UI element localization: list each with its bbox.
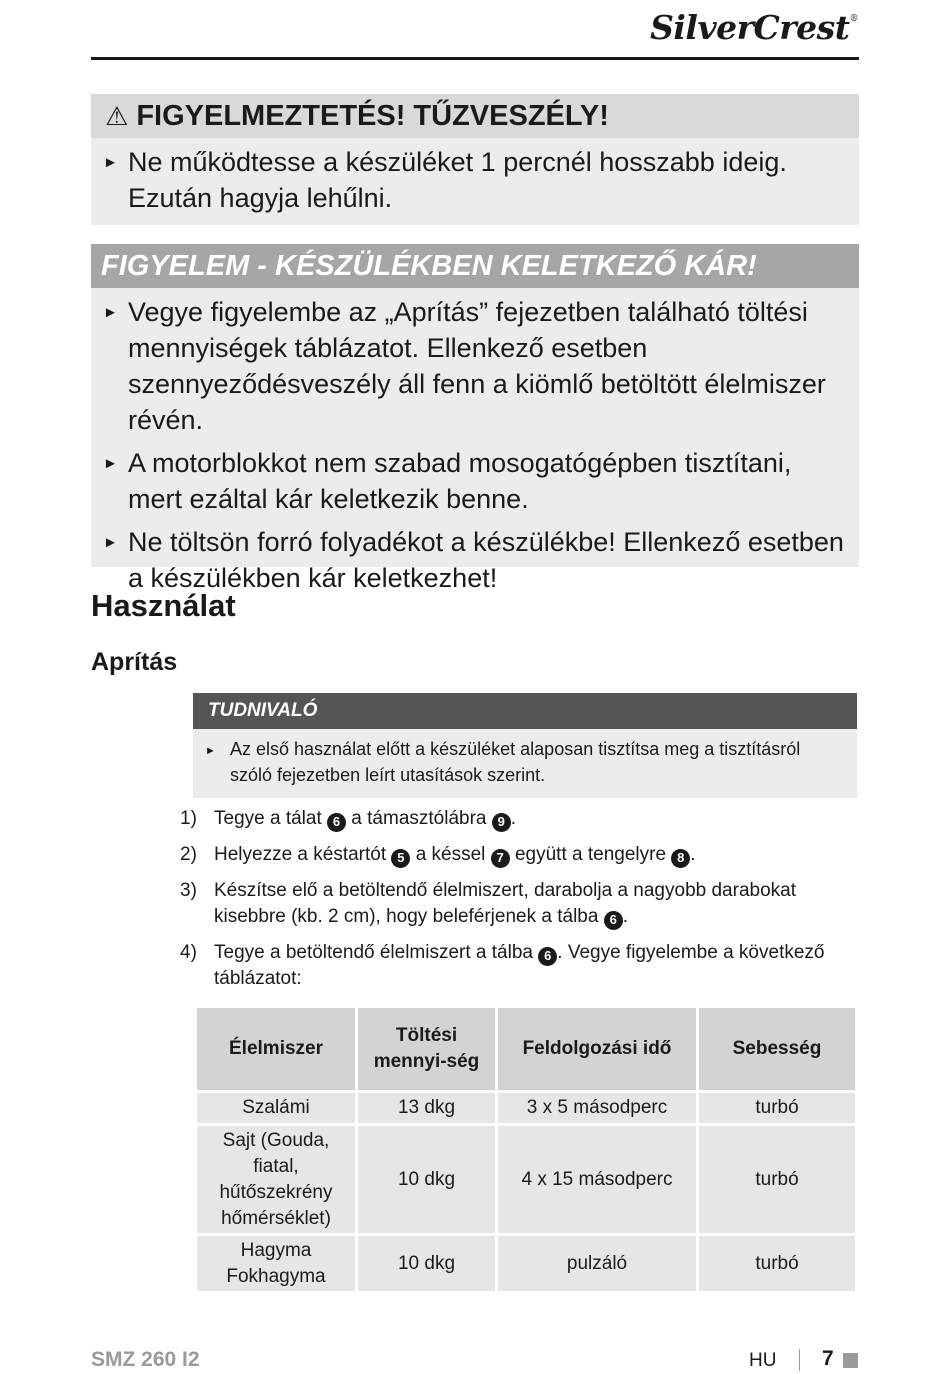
page-number: 7 xyxy=(822,1347,834,1370)
table-row xyxy=(196,1235,857,1293)
table-header-row xyxy=(196,1007,857,1092)
part-number-badge: 6 xyxy=(604,911,623,930)
table-cell: turbó xyxy=(698,1125,857,1235)
table-cell: Hagyma Fokhagyma xyxy=(196,1235,357,1293)
section-title: Használat xyxy=(91,588,236,623)
note-box xyxy=(193,693,857,798)
device-damage-title: FIGYELEM - KÉSZÜLÉKBEN KELETKEZŐ KÁR! xyxy=(91,244,859,288)
footer-divider xyxy=(799,1349,800,1371)
bullet-triangle-icon: ► xyxy=(205,745,216,757)
column-header: Feldolgozási idő xyxy=(497,1007,698,1092)
bullet-triangle-icon: ► xyxy=(103,154,118,171)
warning-triangle-icon: ⚠ xyxy=(105,100,129,131)
table-row xyxy=(196,1125,857,1235)
list-item: ► Az első használat előtt a készüléket alaposan tisztítsa meg a tisztításról szóló fejezetben leírt utasítások szerint. xyxy=(205,739,801,785)
list-item: ► Ne működtesse a készüléket 1 percnél hosszabb ideig. Ezután hagyja lehűlni. xyxy=(103,147,787,213)
table-cell: turbó xyxy=(698,1092,857,1125)
footer-language: HU xyxy=(749,1350,777,1371)
subsection-title: Aprítás xyxy=(91,648,178,676)
fire-warning-box xyxy=(91,94,859,225)
fire-warning-title: FIGYELMEZTETÉS! TŰZVESZÉLY! xyxy=(136,99,609,132)
table-cell: 13 dkg xyxy=(357,1092,497,1125)
part-number-badge: 6 xyxy=(538,947,557,966)
column-header: Töltési mennyi-ség xyxy=(357,1007,497,1092)
bullet-triangle-icon: ► xyxy=(103,304,118,321)
step-item: 1) Tegye a tálat 6 a támasztólábra 9 . xyxy=(180,806,860,832)
table-cell: 10 dkg xyxy=(357,1235,497,1293)
part-number-badge: 8 xyxy=(671,849,690,868)
page-marker-square-icon xyxy=(843,1353,858,1368)
table-row xyxy=(196,1092,857,1125)
brand-logo: SilverCrest® xyxy=(650,8,858,47)
table-cell: Sajt (Gouda, fiatal, hűtőszekrény hőmérséklet) xyxy=(196,1125,357,1235)
instruction-steps xyxy=(180,806,860,1002)
fill-quantities-table xyxy=(194,1005,858,1294)
table-cell: 10 dkg xyxy=(357,1125,497,1235)
table-cell: Szalámi xyxy=(196,1092,357,1125)
part-number-badge: 5 xyxy=(391,849,410,868)
note-title: TUDNIVALÓ xyxy=(193,693,857,729)
header-divider xyxy=(91,57,859,60)
bullet-triangle-icon: ► xyxy=(103,455,118,472)
table-cell: 4 x 15 másodperc xyxy=(497,1125,698,1235)
column-header: Sebesség xyxy=(698,1007,857,1092)
step-item: 3) Készítse elő a betöltendő élelmiszert, darabolja a nagyobb darabokat kisebbre (kb. 2 cm), hogy beleférjenek a tálba 6 . xyxy=(180,878,860,930)
part-number-badge: 9 xyxy=(492,813,511,832)
footer-model-number: SMZ 260 I2 xyxy=(91,1348,200,1371)
list-item: ► A motorblokkot nem szabad mosogatógépben tisztítani, mert ezáltal kár keletkezik benne. xyxy=(103,448,792,514)
table-cell: turbó xyxy=(698,1235,857,1293)
table-cell: pulzáló xyxy=(497,1235,698,1293)
step-item: 4) Tegye a betöltendő élelmiszert a tálba 6 . Vegye figyelembe a következő táblázatot: xyxy=(180,942,825,989)
list-item: ► Vegye figyelembe az „Aprítás” fejezetben található töltési mennyiségek táblázatot. Ellenkező esetben szennyeződésveszély áll fenn a kiömlő betöltött élelmiszer révén. xyxy=(103,297,826,435)
table-cell: 3 x 5 másodperc xyxy=(497,1092,698,1125)
column-header: Élelmiszer xyxy=(196,1007,357,1092)
step-item: 2) Helyezze a késtartót 5 a késsel 7 együtt a tengelyre 8 . xyxy=(180,842,860,868)
device-damage-box xyxy=(91,244,859,593)
part-number-badge: 7 xyxy=(491,849,510,868)
part-number-badge: 6 xyxy=(327,813,346,832)
bullet-triangle-icon: ► xyxy=(103,534,118,551)
list-item: ► Ne töltsön forró folyadékot a készülékbe! Ellenkező esetben a készülékben kár keletkezhet! xyxy=(103,527,844,593)
